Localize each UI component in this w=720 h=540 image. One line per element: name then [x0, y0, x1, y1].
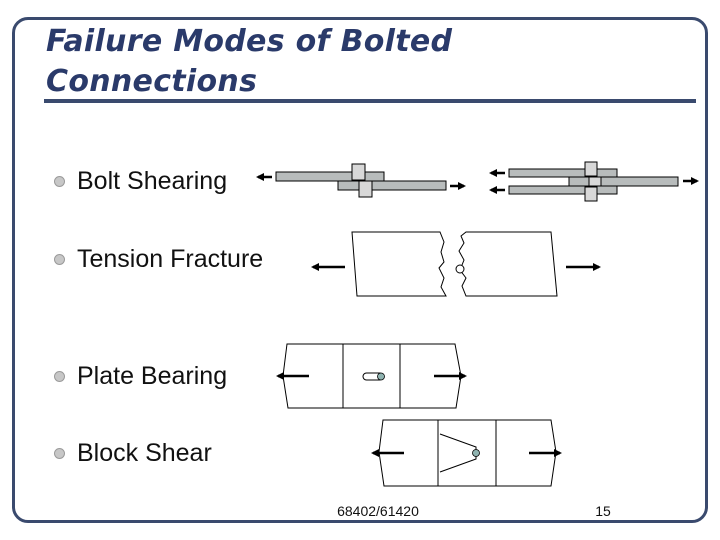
- bolt: [378, 373, 385, 380]
- upper-splice-plate: [509, 169, 617, 177]
- middle-plate: [569, 177, 678, 186]
- bolt-upper-half: [352, 164, 365, 180]
- item-tension-fracture: Tension Fracture: [77, 245, 264, 273]
- tension-fracture-diagram: [313, 232, 599, 296]
- bottom-plate: [338, 181, 446, 190]
- bolt-lower-half: [359, 181, 372, 197]
- plate-bearing-diagram: [278, 344, 465, 408]
- lower-splice-plate: [509, 186, 617, 194]
- page-number: 15: [595, 503, 611, 519]
- bolt-hole: [456, 265, 464, 273]
- footer-course-code: 68402/61420: [337, 503, 419, 519]
- bolt-bottom-part: [585, 187, 597, 201]
- slide-title: Failure Modes of Bolted Connections: [46, 24, 453, 99]
- bolt-middle-part: [589, 177, 601, 186]
- item-bolt-shearing: Bolt Shearing: [77, 167, 228, 195]
- item-plate-bearing: Plate Bearing: [77, 362, 228, 390]
- item-block-shear: Block Shear: [77, 439, 212, 467]
- fractured-plate-right: [459, 232, 557, 296]
- block-shear-diagram: [373, 420, 560, 486]
- bolt-shearing-single-lap-diagram: [258, 164, 464, 197]
- bolt-top-part: [585, 162, 597, 176]
- bolt-shearing-double-lap-diagram: [491, 162, 697, 201]
- fractured-plate-left: [352, 232, 446, 296]
- bolt: [473, 450, 480, 457]
- top-plate: [276, 172, 384, 181]
